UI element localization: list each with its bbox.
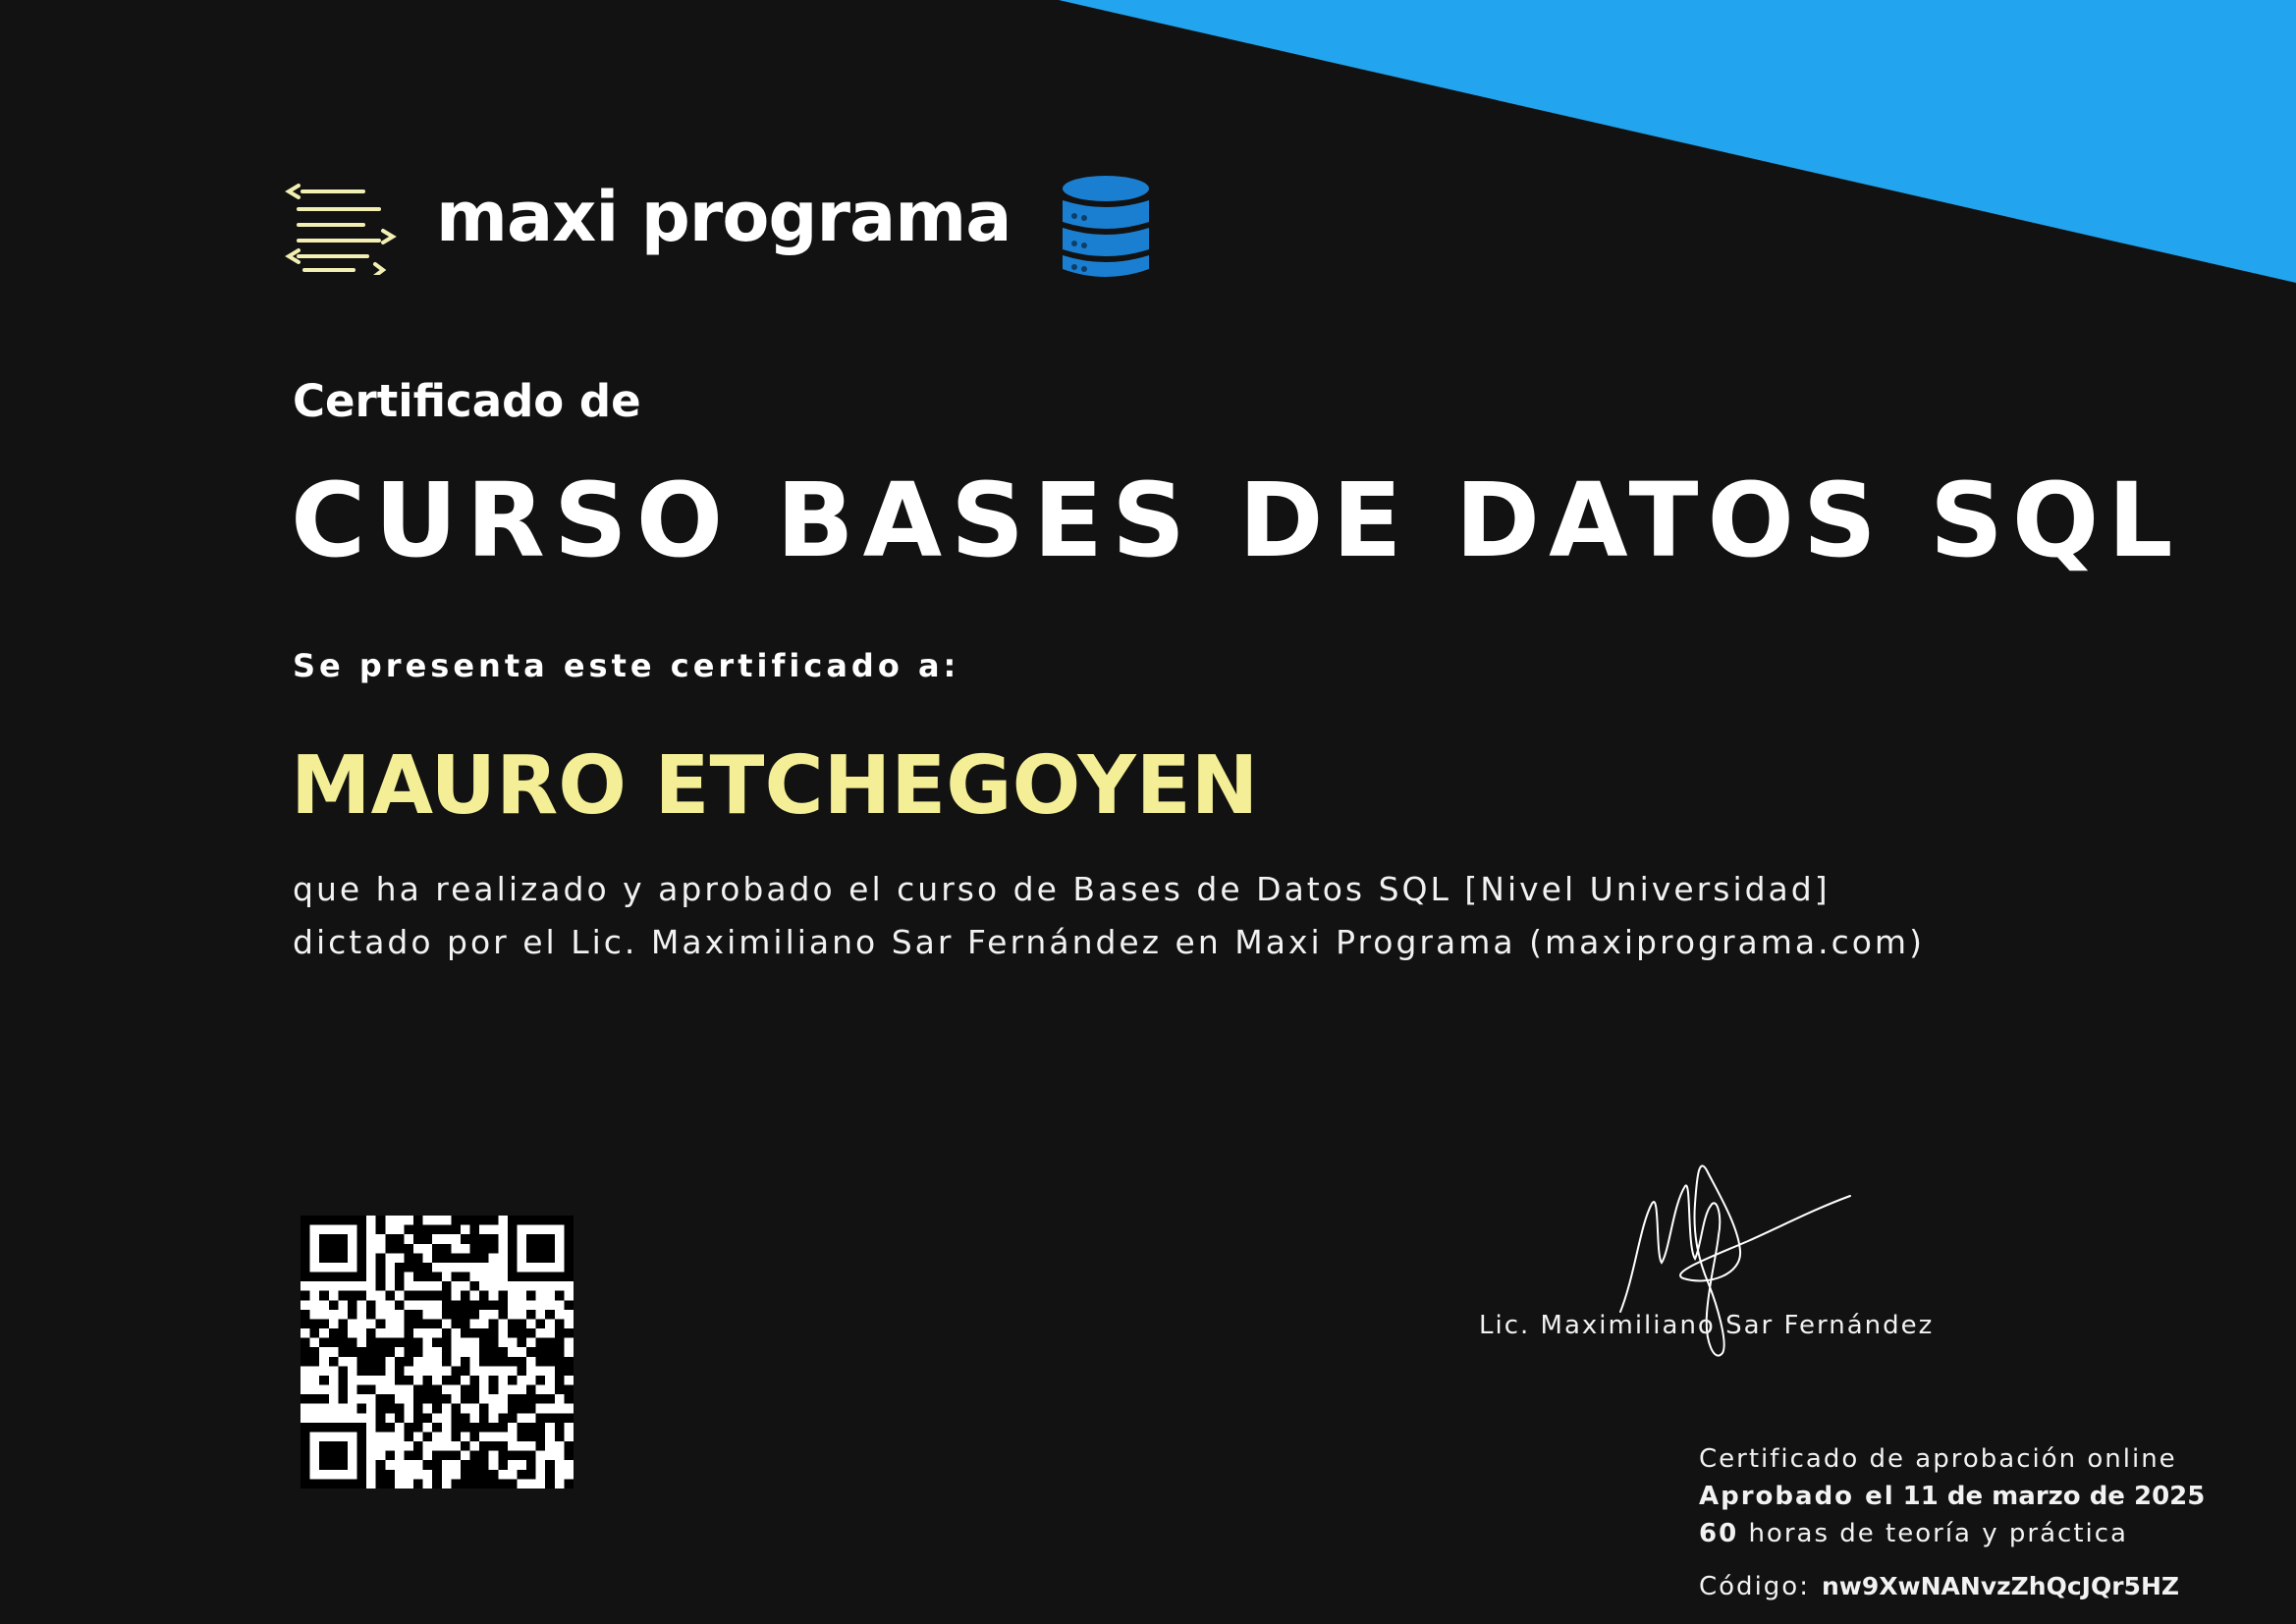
hours-value: 60	[1699, 1519, 1739, 1548]
brand-name: maxi programa	[436, 177, 1011, 257]
approved-date: 11 de marzo de 2025	[1902, 1482, 2206, 1511]
code-lines-logo-icon	[285, 182, 398, 275]
verification-code-row	[1699, 1574, 2179, 1599]
approved-label: Aprobado el	[1699, 1482, 1895, 1511]
database-icon	[1061, 175, 1151, 283]
online-certificate-label: Certificado de aprobación online	[1699, 1444, 2177, 1474]
presented-to-label: Se presenta este certificado a:	[293, 647, 960, 684]
description-line-2: dictado por el Lic. Maximiliano Sar Fernández en Maxi Programa (maxiprograma.com)	[293, 923, 1925, 961]
signer-name: Lic. Maximiliano Sar Fernández	[1479, 1311, 1935, 1340]
hours-row	[1699, 1521, 2128, 1546]
student-name: MAURO ETCHEGOYEN	[291, 739, 1259, 833]
certificate-heading: Certificado de	[293, 375, 641, 427]
qr-code-icon[interactable]	[301, 1216, 574, 1489]
signature-icon	[1591, 1157, 1866, 1382]
approval-date-row	[1699, 1484, 2205, 1509]
hours-label: horas de teoría y práctica	[1748, 1519, 2128, 1548]
description-line-1: que ha realizado y aprobado el curso de Bases de Datos SQL [Nivel Universidad]	[293, 870, 1831, 908]
code-value[interactable]: nw9XwNANvzZhQcJQr5HZ	[1821, 1572, 2179, 1600]
code-label: Código:	[1699, 1572, 1810, 1601]
course-title: CURSO BASES DE DATOS SQL	[291, 460, 2182, 580]
